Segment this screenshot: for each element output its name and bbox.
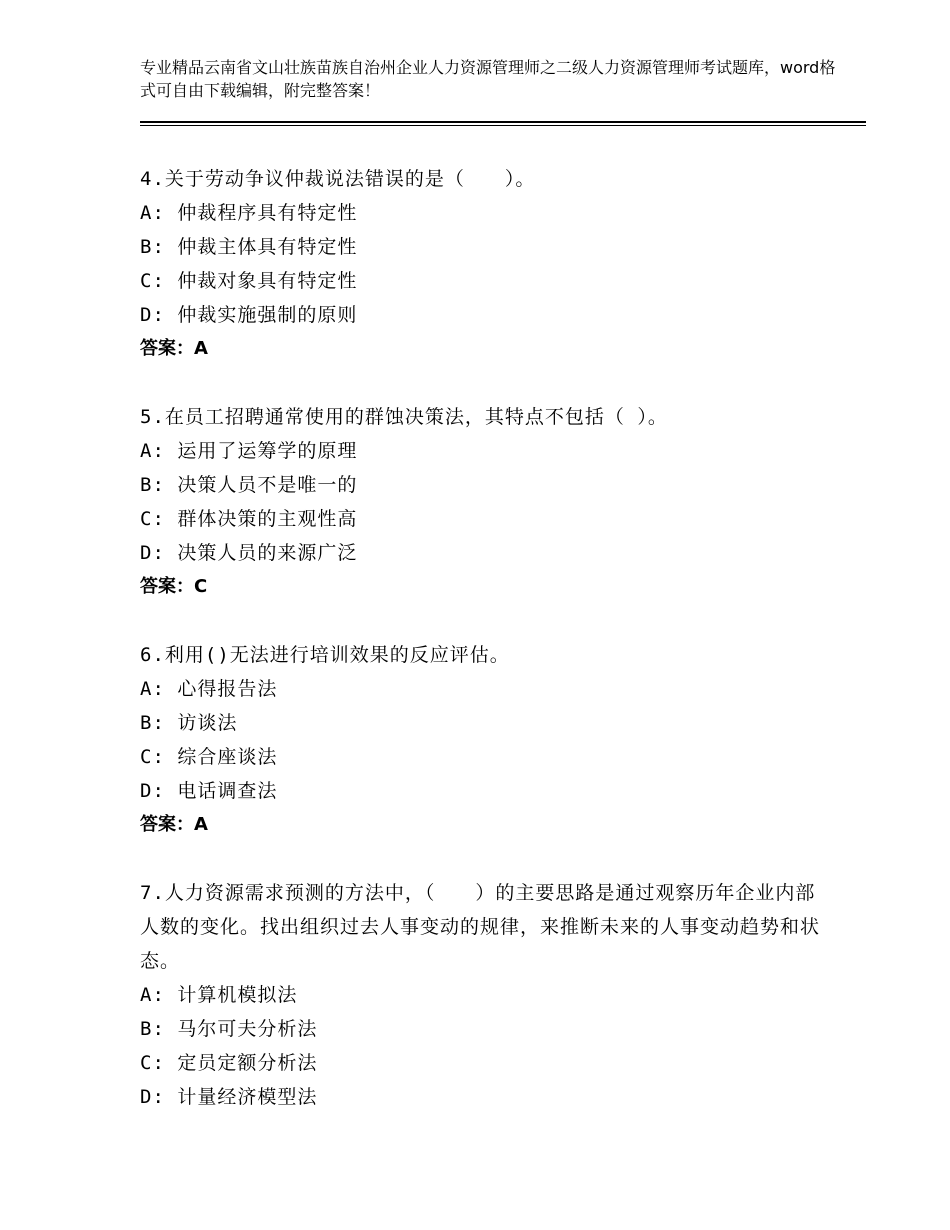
option-d: D: 决策人员的来源广泛: [140, 542, 358, 564]
answer-line: [140, 332, 820, 366]
option-b: B: 马尔可夫分析法: [140, 1018, 318, 1040]
header-divider-thick: [140, 121, 866, 123]
answer-value: C: [194, 576, 208, 597]
answer-label: 答案：: [140, 338, 194, 359]
option-a: A: 运用了运筹学的原理: [140, 440, 358, 462]
option-b: B: 仲裁主体具有特定性: [140, 236, 358, 258]
question-7: [140, 876, 820, 1114]
document-header: [140, 56, 840, 102]
answer-line: [140, 808, 820, 842]
answer-value: A: [194, 814, 208, 835]
option-c: C: 综合座谈法: [140, 746, 278, 768]
answer-value: A: [194, 338, 208, 359]
question-stem: 6.利用()无法进行培训效果的反应评估。: [140, 644, 510, 666]
option-b: B: 访谈法: [140, 712, 238, 734]
option-a: A: 仲裁程序具有特定性: [140, 202, 358, 224]
answer-line: [140, 570, 820, 604]
question-list: [140, 162, 820, 1148]
option-d: D: 计量经济模型法: [140, 1086, 318, 1108]
answer-label: 答案：: [140, 814, 194, 835]
option-c: C: 群体决策的主观性高: [140, 508, 358, 530]
option-c: C: 定员定额分析法: [140, 1052, 318, 1074]
question-6: [140, 638, 820, 842]
question-stem: 5.在员工招聘通常使用的群蚀决策法，其特点不包括（ ）。: [140, 406, 668, 428]
question-5: [140, 400, 820, 604]
option-d: D: 电话调查法: [140, 780, 278, 802]
header-divider-thin: [140, 125, 866, 126]
answer-label: 答案：: [140, 576, 194, 597]
question-stem: 4.关于劳动争议仲裁说法错误的是（ ）。: [140, 168, 536, 190]
option-d: D: 仲裁实施强制的原则: [140, 304, 358, 326]
question-4: [140, 162, 820, 366]
question-stem: 7.人力资源需求预测的方法中，（ ）的主要思路是通过观察历年企业内部人数的变化。找出组织过去人事变动的规律，来推断未来的人事变动趋势和状态。: [140, 882, 821, 972]
option-a: A: 心得报告法: [140, 678, 278, 700]
option-a: A: 计算机模拟法: [140, 984, 298, 1006]
document-title: 专业精品云南省文山壮族苗族自治州企业人力资源管理师之二级人力资源管理师考试题库，word格式可自由下载编辑，附完整答案！: [140, 58, 836, 100]
option-c: C: 仲裁对象具有特定性: [140, 270, 358, 292]
option-b: B: 决策人员不是唯一的: [140, 474, 358, 496]
